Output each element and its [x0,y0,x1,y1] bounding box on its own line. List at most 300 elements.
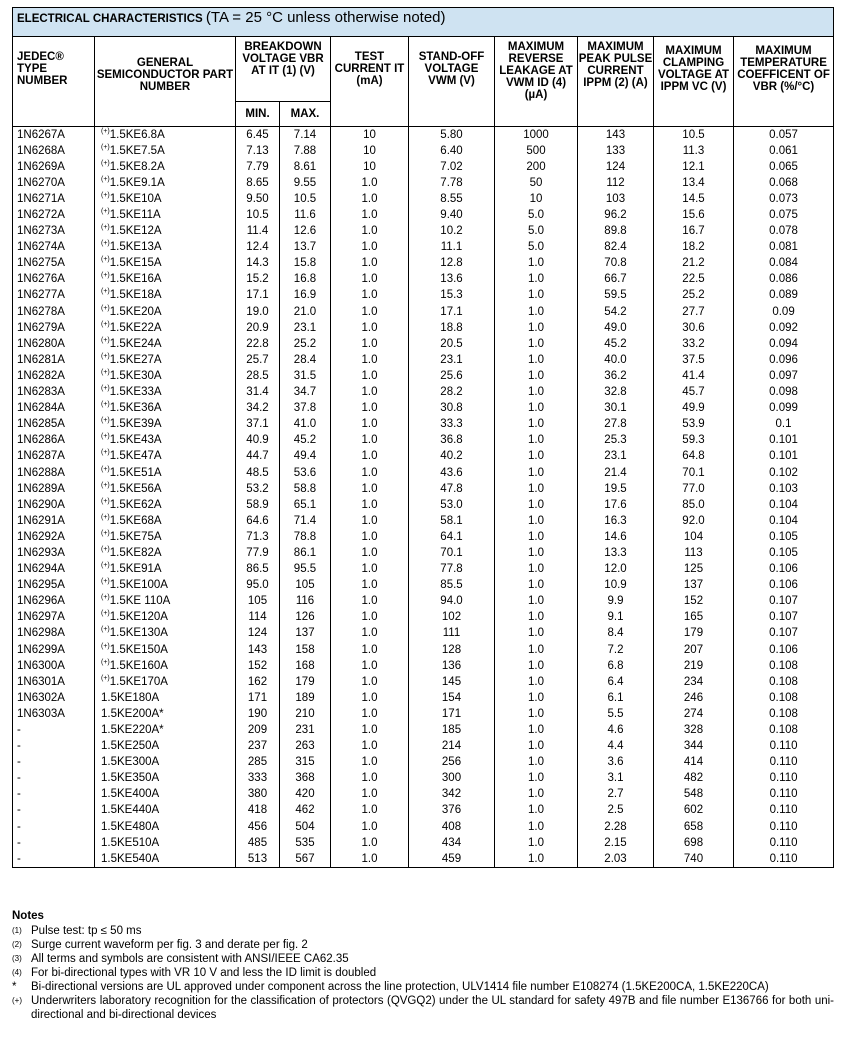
cell-test-current: 1.0 [331,755,409,771]
cell-vbr-min: 7.79 [236,159,280,175]
cell-jedec-type: 1N6297A [13,610,95,626]
part-number: 1.5KE540A [101,852,160,865]
cell-peak-pulse-current: 70.8 [578,256,654,272]
table-row [13,690,834,706]
cell-general-part [95,256,236,272]
part-number: 1.5KE91A [109,563,162,576]
cell-vbr-max: 105 [280,578,331,594]
table-row [13,368,834,384]
cell-vbr-max: 179 [280,674,331,690]
cell-general-part [95,529,236,545]
cell-clamping-voltage: 344 [654,739,734,755]
cell-test-current: 1.0 [331,787,409,803]
cell-jedec-type: 1N6301A [13,674,95,690]
cell-vbr-min: 190 [236,706,280,722]
cell-reverse-leakage: 1.0 [495,819,578,835]
cell-reverse-leakage: 5.0 [495,224,578,240]
cell-general-part [95,722,236,738]
cell-test-current: 1.0 [331,368,409,384]
cell-vbr-min: 28.5 [236,368,280,384]
table-title [13,8,834,37]
cell-temp-coefficient: 0.094 [734,336,834,352]
ul-recognition-mark: (+) [101,288,110,296]
cell-reverse-leakage: 1.0 [495,706,578,722]
table-row [13,240,834,256]
header-temp-coefficient: MAXIMUM TEMPERATURE COEFFICENT OF VBR (%/°C) [734,37,834,127]
ul-recognition-mark: (+) [101,529,110,537]
header-standoff-voltage: STAND-OFF VOLTAGE VWM (V) [409,37,495,127]
table-row [13,175,834,191]
cell-reverse-leakage: 1.0 [495,851,578,868]
cell-reverse-leakage: 1.0 [495,272,578,288]
part-number: 1.5KE82A [109,546,162,559]
cell-peak-pulse-current: 19.5 [578,481,654,497]
cell-standoff-voltage: 17.1 [409,304,495,320]
part-number: 1.5KE6.8A [109,128,165,141]
part-number: 1.5KE480A [101,820,160,833]
cell-standoff-voltage: 459 [409,851,495,868]
cell-vbr-max: 10.5 [280,191,331,207]
header-reverse-leakage: MAXIMUM REVERSE LEAKAGE AT VWM ID (4) (µA) [495,37,578,127]
cell-test-current: 1.0 [331,706,409,722]
table-row [13,352,834,368]
ul-recognition-mark: (+) [101,449,110,457]
cell-temp-coefficient: 0.107 [734,626,834,642]
cell-peak-pulse-current: 2.03 [578,851,654,868]
cell-test-current: 1.0 [331,352,409,368]
cell-vbr-min: 9.50 [236,191,280,207]
part-number: 1.5KE20A [109,305,162,318]
part-number: 1.5KE220A* [101,724,164,737]
cell-clamping-voltage: 92.0 [654,513,734,529]
notes-list [12,924,834,1022]
note-marker: (+) [12,996,22,1005]
cell-peak-pulse-current: 3.6 [578,755,654,771]
cell-temp-coefficient: 0.107 [734,610,834,626]
cell-jedec-type: 1N6295A [13,578,95,594]
cell-test-current: 1.0 [331,224,409,240]
cell-vbr-min: 71.3 [236,529,280,545]
title-main: ELECTRICAL CHARACTERISTICS [17,13,203,25]
note-text: Pulse test: tp ≤ 50 ms [31,925,142,937]
cell-standoff-voltage: 10.2 [409,224,495,240]
cell-general-part [95,465,236,481]
cell-peak-pulse-current: 6.1 [578,690,654,706]
cell-test-current: 1.0 [331,690,409,706]
part-number: 1.5KE30A [109,369,162,382]
cell-vbr-min: 7.13 [236,143,280,159]
part-number: 1.5KE13A [109,241,162,254]
table-row [13,642,834,658]
part-number: 1.5KE10A [109,192,162,205]
part-number: 1.5KE350A [101,772,160,785]
cell-vbr-min: 162 [236,674,280,690]
cell-standoff-voltage: 18.8 [409,320,495,336]
cell-clamping-voltage: 548 [654,787,734,803]
cell-vbr-max: 45.2 [280,433,331,449]
table-row [13,545,834,561]
ul-recognition-mark: (+) [101,336,110,344]
cell-peak-pulse-current: 45.2 [578,336,654,352]
cell-reverse-leakage: 1.0 [495,722,578,738]
header-peak-pulse-current: MAXIMUM PEAK PULSE CURRENT IPPM (2) (A) [578,37,654,127]
table-row [13,481,834,497]
ul-recognition-mark: (+) [101,658,110,666]
cell-temp-coefficient: 0.110 [734,739,834,755]
cell-jedec-type: - [13,739,95,755]
cell-temp-coefficient: 0.099 [734,401,834,417]
cell-peak-pulse-current: 3.1 [578,771,654,787]
cell-test-current: 1.0 [331,562,409,578]
cell-vbr-max: 158 [280,642,331,658]
cell-clamping-voltage: 27.7 [654,304,734,320]
cell-jedec-type: 1N6282A [13,368,95,384]
cell-general-part [95,175,236,191]
part-number: 1.5KE56A [109,482,162,495]
ul-recognition-mark: (+) [101,497,110,505]
table-row [13,320,834,336]
cell-temp-coefficient: 0.09 [734,304,834,320]
cell-jedec-type: 1N6303A [13,706,95,722]
cell-clamping-voltage: 64.8 [654,449,734,465]
ul-recognition-mark: (+) [101,159,110,167]
cell-vbr-min: 44.7 [236,449,280,465]
table-row [13,401,834,417]
ul-recognition-mark: (+) [101,240,110,248]
cell-jedec-type: 1N6298A [13,626,95,642]
cell-temp-coefficient: 0.084 [734,256,834,272]
table-row [13,594,834,610]
cell-jedec-type: 1N6284A [13,401,95,417]
cell-standoff-voltage: 30.8 [409,401,495,417]
cell-clamping-voltage: 152 [654,594,734,610]
part-number: 1.5KE8.2A [109,160,165,173]
cell-vbr-min: 285 [236,755,280,771]
cell-peak-pulse-current: 59.5 [578,288,654,304]
cell-temp-coefficient: 0.110 [734,851,834,868]
cell-test-current: 10 [331,127,409,144]
cell-test-current: 1.0 [331,594,409,610]
cell-peak-pulse-current: 89.8 [578,224,654,240]
notes-section [12,909,834,1022]
cell-standoff-voltage: 33.3 [409,417,495,433]
cell-test-current: 1.0 [331,481,409,497]
cell-temp-coefficient: 0.110 [734,819,834,835]
cell-peak-pulse-current: 7.2 [578,642,654,658]
header-min: MIN. [236,102,280,127]
cell-test-current: 1.0 [331,433,409,449]
cell-vbr-max: 567 [280,851,331,868]
cell-vbr-max: 168 [280,658,331,674]
part-number: 1.5KE7.5A [109,144,165,157]
part-number: 1.5KE68A [109,514,162,527]
cell-jedec-type: 1N6288A [13,465,95,481]
cell-test-current: 1.0 [331,578,409,594]
cell-temp-coefficient: 0.103 [734,481,834,497]
table-row [13,722,834,738]
ul-recognition-mark: (+) [101,465,110,473]
cell-vbr-min: 12.4 [236,240,280,256]
cell-vbr-min: 77.9 [236,545,280,561]
cell-standoff-voltage: 102 [409,610,495,626]
part-number: 1.5KE36A [109,402,162,415]
cell-general-part [95,739,236,755]
cell-vbr-max: 7.88 [280,143,331,159]
cell-standoff-voltage: 15.3 [409,288,495,304]
cell-clamping-voltage: 18.2 [654,240,734,256]
cell-clamping-voltage: 11.3 [654,143,734,159]
cell-peak-pulse-current: 4.4 [578,739,654,755]
table-row [13,626,834,642]
part-number: 1.5KE120A [109,611,168,624]
header-breakdown-voltage: BREAKDOWN VOLTAGE VBR AT IT (1) (V) [236,37,331,102]
cell-temp-coefficient: 0.108 [734,690,834,706]
cell-general-part [95,690,236,706]
cell-peak-pulse-current: 2.5 [578,803,654,819]
note-item [12,924,834,938]
cell-clamping-voltage: 15.6 [654,207,734,223]
cell-standoff-voltage: 111 [409,626,495,642]
cell-peak-pulse-current: 6.8 [578,658,654,674]
cell-reverse-leakage: 1.0 [495,787,578,803]
cell-clamping-voltage: 25.2 [654,288,734,304]
cell-vbr-max: 37.8 [280,401,331,417]
cell-vbr-max: 71.4 [280,513,331,529]
cell-clamping-voltage: 12.1 [654,159,734,175]
table-row [13,385,834,401]
cell-jedec-type: 1N6293A [13,545,95,561]
cell-standoff-voltage: 434 [409,835,495,851]
cell-general-part [95,352,236,368]
cell-vbr-min: 15.2 [236,272,280,288]
cell-jedec-type: - [13,755,95,771]
cell-clamping-voltage: 179 [654,626,734,642]
note-item [12,938,834,952]
table-row [13,755,834,771]
cell-test-current: 1.0 [331,240,409,256]
cell-reverse-leakage: 5.0 [495,240,578,256]
part-number: 1.5KE170A [109,675,168,688]
cell-general-part [95,562,236,578]
cell-standoff-voltage: 5.80 [409,127,495,144]
part-number: 1.5KE39A [109,418,162,431]
cell-clamping-voltage: 59.3 [654,433,734,449]
cell-general-part [95,642,236,658]
cell-peak-pulse-current: 30.1 [578,401,654,417]
cell-clamping-voltage: 234 [654,674,734,690]
cell-general-part [95,304,236,320]
cell-reverse-leakage: 1.0 [495,304,578,320]
table-row [13,433,834,449]
ul-recognition-mark: (+) [101,513,110,521]
cell-standoff-voltage: 94.0 [409,594,495,610]
cell-general-part [95,417,236,433]
cell-test-current: 1.0 [331,385,409,401]
cell-reverse-leakage: 1.0 [495,336,578,352]
ul-recognition-mark: (+) [101,127,110,135]
cell-temp-coefficient: 0.110 [734,787,834,803]
cell-vbr-min: 53.2 [236,481,280,497]
cell-clamping-voltage: 85.0 [654,497,734,513]
cell-vbr-min: 380 [236,787,280,803]
cell-temp-coefficient: 0.068 [734,175,834,191]
table-row [13,674,834,690]
cell-clamping-voltage: 33.2 [654,336,734,352]
cell-peak-pulse-current: 4.6 [578,722,654,738]
cell-general-part [95,497,236,513]
cell-temp-coefficient: 0.057 [734,127,834,144]
cell-general-part [95,207,236,223]
cell-clamping-voltage: 246 [654,690,734,706]
part-number: 1.5KE100A [109,579,168,592]
cell-peak-pulse-current: 133 [578,143,654,159]
cell-vbr-min: 40.9 [236,433,280,449]
cell-clamping-voltage: 414 [654,755,734,771]
part-number: 1.5KE11A [109,209,161,222]
cell-clamping-voltage: 104 [654,529,734,545]
cell-temp-coefficient: 0.106 [734,642,834,658]
cell-test-current: 1.0 [331,771,409,787]
table-row [13,610,834,626]
ul-recognition-mark: (+) [101,610,110,618]
cell-test-current: 10 [331,143,409,159]
cell-test-current: 1.0 [331,320,409,336]
part-number: 1.5KE33A [109,386,162,399]
cell-vbr-max: 95.5 [280,562,331,578]
cell-standoff-voltage: 145 [409,674,495,690]
cell-vbr-min: 171 [236,690,280,706]
cell-reverse-leakage: 1.0 [495,739,578,755]
cell-vbr-max: 16.8 [280,272,331,288]
cell-standoff-voltage: 6.40 [409,143,495,159]
cell-temp-coefficient: 0.106 [734,578,834,594]
cell-clamping-voltage: 207 [654,642,734,658]
cell-vbr-max: 231 [280,722,331,738]
cell-vbr-max: 9.55 [280,175,331,191]
cell-vbr-max: 189 [280,690,331,706]
cell-peak-pulse-current: 2.28 [578,819,654,835]
cell-test-current: 1.0 [331,336,409,352]
ul-recognition-mark: (+) [101,642,110,650]
cell-temp-coefficient: 0.105 [734,529,834,545]
cell-standoff-voltage: 70.1 [409,545,495,561]
cell-vbr-min: 64.6 [236,513,280,529]
ul-recognition-mark: (+) [101,578,110,586]
table-row [13,272,834,288]
note-item [12,952,834,966]
cell-vbr-min: 237 [236,739,280,755]
cell-vbr-max: 315 [280,755,331,771]
cell-standoff-voltage: 154 [409,690,495,706]
cell-jedec-type: - [13,771,95,787]
table-row [13,835,834,851]
cell-general-part [95,658,236,674]
cell-vbr-min: 513 [236,851,280,868]
cell-temp-coefficient: 0.098 [734,385,834,401]
cell-peak-pulse-current: 14.6 [578,529,654,545]
cell-test-current: 1.0 [331,819,409,835]
table-body [13,127,834,868]
cell-vbr-max: 13.7 [280,240,331,256]
part-number: 1.5KE160A [109,659,168,672]
cell-test-current: 1.0 [331,739,409,755]
ul-recognition-mark: (+) [101,481,110,489]
cell-vbr-max: 126 [280,610,331,626]
cell-vbr-min: 10.5 [236,207,280,223]
cell-reverse-leakage: 1.0 [495,497,578,513]
cell-peak-pulse-current: 6.4 [578,674,654,690]
cell-vbr-max: 21.0 [280,304,331,320]
table-row [13,191,834,207]
cell-vbr-min: 20.9 [236,320,280,336]
note-text: Underwriters laboratory recognition for the classification of protectors (QVGQ2) under the UL standard for safety 497B and file number E136766 for both uni-directional and bi-directional devices [31,995,834,1021]
cell-temp-coefficient: 0.075 [734,207,834,223]
part-number: 1.5KE150A [109,643,168,656]
part-number: 1.5KE130A [109,627,168,640]
cell-general-part [95,513,236,529]
cell-clamping-voltage: 328 [654,722,734,738]
ul-recognition-mark: (+) [101,401,110,409]
cell-reverse-leakage: 1.0 [495,256,578,272]
cell-reverse-leakage: 1.0 [495,320,578,336]
cell-reverse-leakage: 1.0 [495,771,578,787]
cell-vbr-max: 78.8 [280,529,331,545]
cell-general-part [95,594,236,610]
note-text: All terms and symbols are consistent with ANSI/IEEE CA62.35 [31,953,349,965]
cell-temp-coefficient: 0.110 [734,755,834,771]
cell-vbr-min: 95.0 [236,578,280,594]
cell-vbr-min: 456 [236,819,280,835]
part-number: 1.5KE12A [109,225,162,238]
cell-vbr-min: 209 [236,722,280,738]
table-row [13,143,834,159]
cell-temp-coefficient: 0.081 [734,240,834,256]
cell-clamping-voltage: 22.5 [654,272,734,288]
cell-clamping-voltage: 137 [654,578,734,594]
note-text: For bi-directional types with VR 10 V and less the ID limit is doubled [31,967,377,979]
cell-reverse-leakage: 1.0 [495,690,578,706]
ul-recognition-mark: (+) [101,352,110,360]
cell-jedec-type: 1N6274A [13,240,95,256]
cell-vbr-max: 34.7 [280,385,331,401]
cell-clamping-voltage: 10.5 [654,127,734,144]
table-row [13,739,834,755]
cell-jedec-type: 1N6275A [13,256,95,272]
part-number: 1.5KE300A [101,756,160,769]
cell-test-current: 1.0 [331,835,409,851]
table-row [13,449,834,465]
cell-standoff-voltage: 11.1 [409,240,495,256]
cell-clamping-voltage: 698 [654,835,734,851]
cell-general-part [95,771,236,787]
cell-temp-coefficient: 0.108 [734,722,834,738]
cell-temp-coefficient: 0.096 [734,352,834,368]
cell-peak-pulse-current: 12.0 [578,562,654,578]
ul-recognition-mark: (+) [101,433,110,441]
cell-clamping-voltage: 740 [654,851,734,868]
ul-recognition-mark: (+) [101,674,110,682]
part-number: 1.5KE43A [109,434,162,447]
part-number: 1.5KE440A [101,804,160,817]
cell-peak-pulse-current: 32.8 [578,385,654,401]
cell-test-current: 1.0 [331,803,409,819]
cell-temp-coefficient: 0.104 [734,513,834,529]
cell-vbr-min: 34.2 [236,401,280,417]
cell-standoff-voltage: 77.8 [409,562,495,578]
ul-recognition-mark: (+) [101,256,110,264]
cell-standoff-voltage: 25.6 [409,368,495,384]
cell-vbr-min: 6.45 [236,127,280,144]
